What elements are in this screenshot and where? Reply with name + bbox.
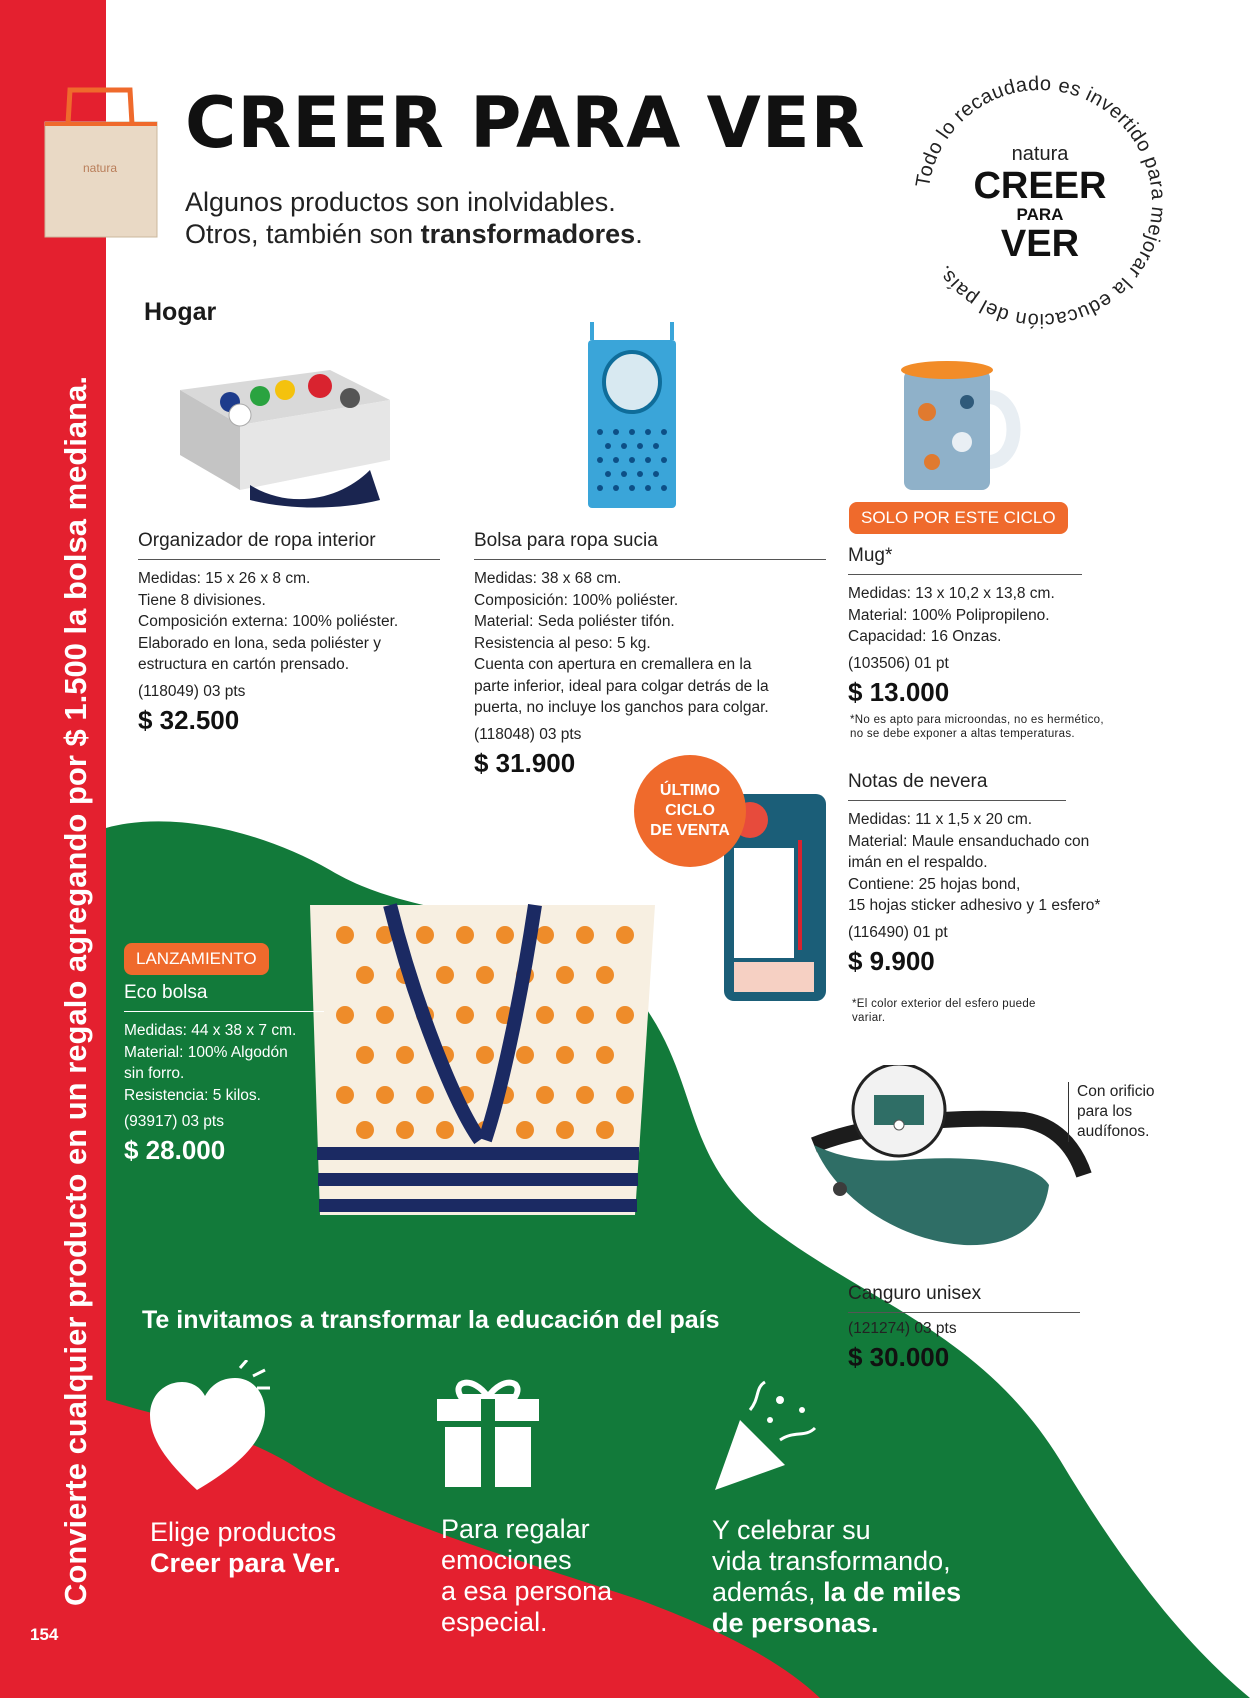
product-note: *El color exterior del esfero puede variar. <box>852 998 1036 1024</box>
badge-lanzamiento: LANZAMIENTO <box>124 943 269 975</box>
eco-bag-image <box>305 875 670 1220</box>
product-name: Organizador de ropa interior <box>138 530 440 560</box>
subtitle-line-1: Algunos productos son inolvidables. <box>185 187 616 217</box>
product-name: Mug* <box>848 545 1082 575</box>
product-code: (103506) 01 pt <box>848 654 949 672</box>
product-name: Canguro unisex <box>848 1283 1080 1313</box>
page-title: CREER PARA VER <box>185 82 866 164</box>
gift-icon <box>433 1375 543 1490</box>
product-code: (121274) 03 pts <box>848 1320 957 1337</box>
confetti-icon <box>710 1380 820 1495</box>
product-specs: Medidas: 11 x 1,5 x 20 cm. Material: Maule ensanduchado con imán en el respaldo. Contiene: 25 hojas bond, 15 hojas sticker adhesivo y 1 esfero* <box>848 811 1101 914</box>
subtitle-line-2: Otros, también son transformadores. <box>185 219 643 249</box>
product-organizer <box>138 530 440 736</box>
product-code: (93917) 03 pts <box>124 1113 224 1130</box>
product-laundry-bag <box>474 530 826 779</box>
section-title: Hogar <box>144 298 217 326</box>
product-code: (118049) 03 pts <box>138 682 246 700</box>
heart-icon <box>145 1360 275 1495</box>
product-specs: Medidas: 38 x 68 cm. Composición: 100% poliéster. Material: Seda poliéster tifón. Resistencia al peso: 5 kg. Cuenta con apertura en cremallera en la parte inferior, ideal para colgar detrás de la puerta, no incluye los ganchos para colgar. <box>474 570 769 716</box>
product-specs: Medidas: 15 x 26 x 8 cm. Tiene 8 divisiones. Composición externa: 100% poliéster. Elaborado en lona, seda poliéster y estructura en cartón prensado. <box>138 570 399 673</box>
creer-para-ver-seal <box>900 62 1180 342</box>
product-name: Notas de nevera <box>848 771 1066 801</box>
natura-bag-image <box>40 82 162 242</box>
product-price: $ 28.000 <box>124 1135 226 1165</box>
mug-image <box>892 352 1032 497</box>
fanny-pack-image <box>804 1065 1094 1265</box>
product-note: *No es apto para microondas, no es hermético, no se debe exponer a altas temperaturas. <box>850 714 1104 740</box>
product-code: (118048) 03 pts <box>474 725 582 743</box>
seal-brand: natura <box>1011 143 1069 165</box>
product-eco-bag <box>124 982 324 1166</box>
product-price: $ 31.900 <box>474 747 576 778</box>
page-subtitle <box>185 186 643 250</box>
product-fridge-notes <box>848 771 1101 977</box>
product-price: $ 13.000 <box>848 676 950 707</box>
product-price: $ 32.500 <box>138 704 240 735</box>
seal-ring-text: Todo lo recaudado es invertido para mejorar la educación del país. <box>912 72 1170 332</box>
product-specs: Medidas: 13 x 10,2 x 13,8 cm. Material: 100% Polipropileno. Capacidad: 16 Onzas. <box>848 585 1055 645</box>
product-name: Eco bolsa <box>124 982 324 1012</box>
badge-solo-ciclo: SOLO POR ESTE CICLO <box>849 502 1068 534</box>
laundry-bag-image <box>582 322 682 512</box>
product-fanny-pack <box>848 1283 1080 1373</box>
product-code: (116490) 01 pt <box>848 923 948 941</box>
seal-line-3: VER <box>1000 223 1080 265</box>
product-mug <box>848 545 1082 708</box>
page-number: 154 <box>30 1625 59 1644</box>
organizer-image <box>170 360 400 510</box>
product-name: Bolsa para ropa sucia <box>474 530 826 560</box>
invite-item-3: Y celebrar su vida transformando, además, la de miles de personas. <box>712 1515 962 1638</box>
fanny-pack-callout: Con orificio para los audífonos. <box>1068 1082 1180 1142</box>
product-price: $ 9.900 <box>848 945 935 976</box>
svg-text:natura: natura <box>82 161 118 175</box>
seal-line-1: CREER <box>973 165 1107 207</box>
seal-line-2: PARA <box>1016 205 1064 224</box>
badge-ultimo-ciclo: ÚLTIMO CICLO DE VENTA <box>634 755 746 867</box>
invite-item-2: Para regalar emociones a esa persona especial. <box>441 1514 613 1637</box>
invite-title: Te invitamos a transformar la educación del país <box>142 1306 720 1334</box>
product-specs: Medidas: 44 x 38 x 7 cm. Material: 100% Algodón sin forro. Resistencia: 5 kilos. <box>124 1022 297 1104</box>
invite-item-1: Elige productos Creer para Ver. <box>150 1517 341 1578</box>
product-price: $ 30.000 <box>848 1342 950 1372</box>
vertical-promo-text: Convierte cualquier producto en un regalo agregando por $ 1.500 la bolsa mediana. <box>58 376 93 1606</box>
